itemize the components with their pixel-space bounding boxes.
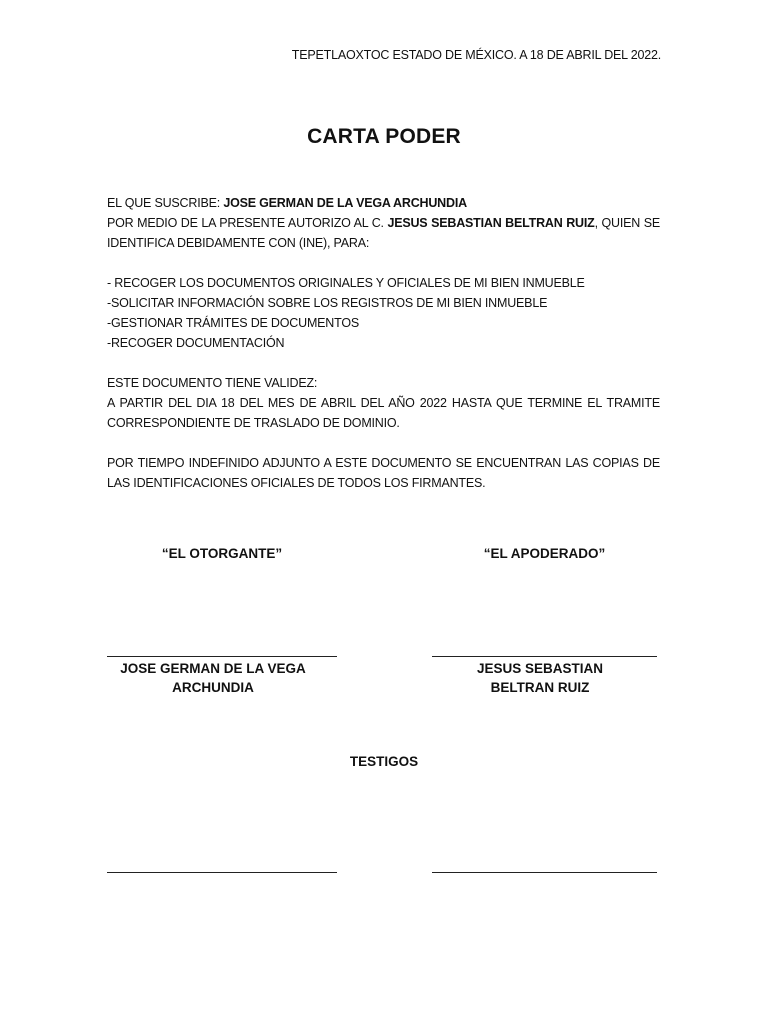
document-title: CARTA PODER <box>307 125 461 148</box>
task-item: -GESTIONAR TRÁMITES DE DOCUMENTOS <box>107 316 359 330</box>
apoderado-signature-line <box>432 656 657 657</box>
task-item: -SOLICITAR INFORMACIÓN SOBRE LOS REGISTROS DE MI BIEN INMUEBLE <box>107 296 548 310</box>
task-list <box>107 273 660 353</box>
otorgante-label: “EL OTORGANTE” <box>161 546 283 561</box>
dateline: TEPETLAOXTOC ESTADO DE MÉXICO. A 18 DE ABRIL DEL 2022. <box>291 48 661 62</box>
apoderado-name-line1: JESUS SEBASTIAN <box>476 661 604 676</box>
intro-section <box>107 193 660 253</box>
otorgante-name <box>107 659 319 697</box>
witness-2-signature-line <box>432 872 657 873</box>
indefinite-paragraph: POR TIEMPO INDEFINIDO ADJUNTO A ESTE DOCUMENTO SE ENCUENTRAN LAS COPIAS DE LAS IDENTIFICACIONES OFICIALES DE TODOS LOS FIRMANTES. <box>107 456 660 490</box>
suscribe-line <box>107 193 660 213</box>
autorizo-prefix: POR MEDIO DE LA PRESENTE AUTORIZO AL C. <box>107 216 388 230</box>
otorgante-name-line1: JOSE GERMAN DE LA VEGA <box>120 661 306 676</box>
validity-heading: ESTE DOCUMENTO TIENE VALIDEZ: <box>107 376 318 390</box>
validity-text: A PARTIR DEL DIA 18 DEL MES DE ABRIL DEL AÑO 2022 HASTA QUE TERMINE EL TRAMITE CORRESPONDIENTE DE TRASLADO DE DOMINIO. <box>107 396 660 430</box>
apoderado-label: “EL APODERADO” <box>483 546 606 561</box>
task-item: - RECOGER LOS DOCUMENTOS ORIGINALES Y OFICIALES DE MI BIEN INMUEBLE <box>107 276 585 290</box>
task-item: -RECOGER DOCUMENTACIÓN <box>107 336 285 350</box>
autorizo-suffix: , QUIEN SE IDENTIFICA DEBIDAMENTE CON (INE), PARA: <box>107 216 660 250</box>
autorizo-name: JESUS SEBASTIAN BELTRAN RUIZ <box>387 216 595 230</box>
otorgante-signature-line <box>107 656 337 657</box>
otorgante-name-line2: ARCHUNDIA <box>172 680 254 695</box>
witness-1-signature-line <box>107 872 337 873</box>
suscribe-label: EL QUE SUSCRIBE: <box>107 196 224 210</box>
apoderado-name <box>432 659 648 697</box>
apoderado-name-line2: BELTRAN RUIZ <box>490 680 590 695</box>
testigos-label: TESTIGOS <box>349 754 419 769</box>
autorizo-paragraph <box>107 213 660 253</box>
suscribe-name: JOSE GERMAN DE LA VEGA ARCHUNDIA <box>223 196 467 210</box>
validity-section <box>107 373 660 433</box>
